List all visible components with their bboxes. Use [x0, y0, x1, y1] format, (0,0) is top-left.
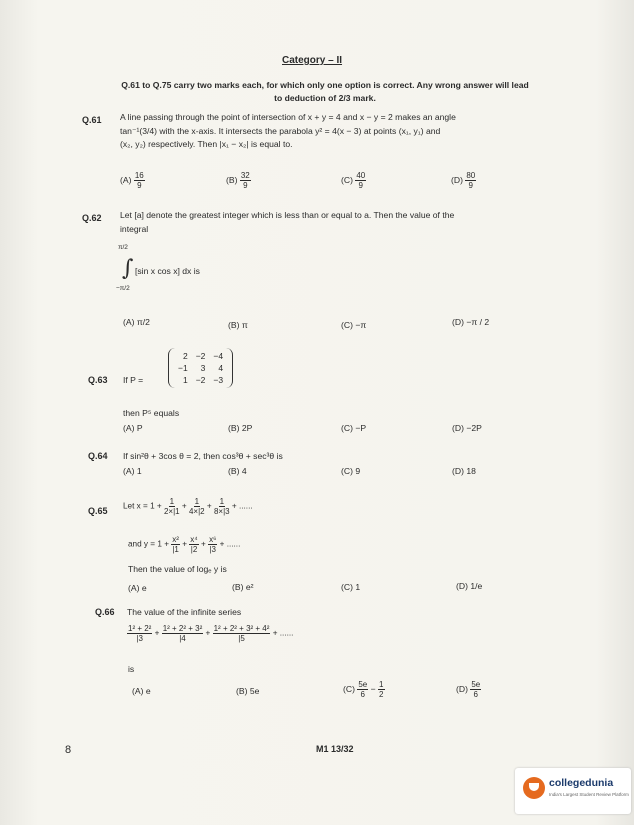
q63-option-a: (A) P	[123, 423, 143, 433]
q66-number: Q.66	[95, 607, 115, 617]
collegedunia-logo	[515, 768, 631, 814]
q63-number: Q.63	[88, 375, 108, 385]
q64-number: Q.64	[88, 451, 108, 461]
q63-option-c: (C) −P	[341, 423, 367, 433]
q61-a-den: 9	[137, 181, 142, 190]
q64-option-d: (D) 18	[452, 466, 476, 476]
q66-text: The value of the infinite series	[127, 607, 242, 617]
q61-b-num: 32	[240, 171, 250, 180]
q66-option-b: (B) 5e	[236, 686, 260, 696]
logo-name: collegedunia	[549, 777, 614, 789]
q63-matrix: 2 −2 −4 −1 3 4 1 −2 −3	[168, 348, 233, 388]
q61-a-num: 16	[134, 171, 144, 180]
q62-text-line1: Let [a] denote the greatest integer which is less than or equal to a. Then the value of the	[120, 210, 455, 220]
instructions-line2: to deduction of 2/3 mark.	[274, 93, 376, 103]
q61-option-d: (D) $\frac{80}{9}$	[451, 171, 476, 190]
q61-b-den: 9	[243, 181, 248, 190]
q65-option-c: (C) 1	[341, 582, 361, 592]
q61-d-den: 9	[468, 181, 473, 190]
q62-upper-limit: π/2	[118, 244, 128, 251]
q61-c-den: 9	[358, 181, 363, 190]
q61-option-a: (A) $\frac{16}{9}$	[120, 171, 144, 190]
q65-option-a: (A) e	[128, 583, 147, 593]
q62-option-b: (B) π	[228, 320, 248, 330]
q65-option-d: (D) 1/e	[456, 581, 483, 591]
q61-option-c: (C) $\frac{40}{9}$	[341, 171, 366, 190]
q61-number: Q.61	[82, 115, 102, 125]
q64-option-a: (A) 1	[123, 466, 142, 476]
q66-series: $\frac{\text{1² + 2²}}{|3}$ + $\frac{\text{1² + 2² + 3²}}{|4}$ + $\frac{\text{1² + 2² + 3² + 4²}}{|5}$ + ......	[128, 624, 294, 643]
q61-option-b: (B) $\frac{32}{9}$	[226, 171, 250, 190]
q65-y-series: and y = 1 + $\frac{\text{x²}}{|1}$ + $\frac{\text{x⁴}}{|2}$ + $\frac{\text{x⁶}}{|3}$ + ......	[128, 535, 241, 554]
q65-number: Q.65	[88, 506, 108, 516]
instructions-line1: Q.61 to Q.75 carry two marks each, for which only one option is correct. Any wrong answer will lead	[121, 80, 529, 90]
instructions	[90, 79, 560, 105]
q65-option-b: (B) e²	[232, 582, 254, 592]
q63-if-p: If P =	[123, 375, 144, 385]
q62-text	[120, 209, 560, 236]
q66-option-a: (A) e	[132, 686, 151, 696]
logo-icon	[523, 777, 545, 799]
category-title: Category – II	[282, 55, 343, 66]
q66-option-d: (D) $\frac{5e}{6}$	[456, 680, 481, 699]
q62-lower-limit: −π/2	[116, 285, 130, 292]
q63-option-d: (D) −2P	[452, 423, 482, 433]
q62-text-line2: integral	[120, 223, 149, 234]
q62-option-a: (A) π/2	[123, 317, 150, 327]
q64-option-c: (C) 9	[341, 466, 361, 476]
q62-option-c: (C) −π	[341, 320, 367, 330]
q64-text: If sin²θ + 3cos θ = 2, then cos³θ + sec³θ is	[123, 451, 283, 461]
q66-is: is	[128, 664, 135, 674]
q62-option-d: (D) −π / 2	[452, 317, 490, 327]
q63-then: then P⁵ equals	[123, 408, 180, 418]
q62-integrand: [sin x cos x] dx is	[135, 266, 200, 276]
q64-option-b: (B) 4	[228, 466, 247, 476]
q61-text-line1: A line passing through the point of intersection of x + y = 4 and x − y = 2 makes an angle	[120, 112, 456, 122]
q61-text-line3: (x₂, y₂) respectively. Then |x₁ − x₂| is equal to.	[120, 139, 293, 149]
page-number: 8	[65, 744, 72, 756]
logo-tagline: India's Largest Student Review Platform	[549, 792, 629, 797]
q66-option-c: (C) $\frac{5e}{6}$ − $\frac{1}{2}$	[343, 680, 384, 699]
q65-x-series: Let x = 1 + $\frac{1}{2\times|1}$ + $\frac{1}{4\times|2}$ + $\frac{1}{8\times|3}$ + ......	[123, 497, 253, 516]
q62-number: Q.62	[82, 213, 102, 223]
q65-then: Then the value of logₑ y is	[128, 564, 227, 574]
page-code: M1 13/32	[316, 744, 354, 754]
q62-integral-sign: ∫	[122, 256, 134, 281]
q61-d-num: 80	[466, 171, 476, 180]
q61-c-num: 40	[356, 171, 366, 180]
q61-text-line2: tan⁻¹(3/4) with the x-axis. It intersects the parabola y² = 4(x − 3) at points (x₁, y₁) and	[120, 125, 441, 136]
q63-option-b: (B) 2P	[228, 423, 253, 433]
q61-text	[120, 111, 560, 152]
